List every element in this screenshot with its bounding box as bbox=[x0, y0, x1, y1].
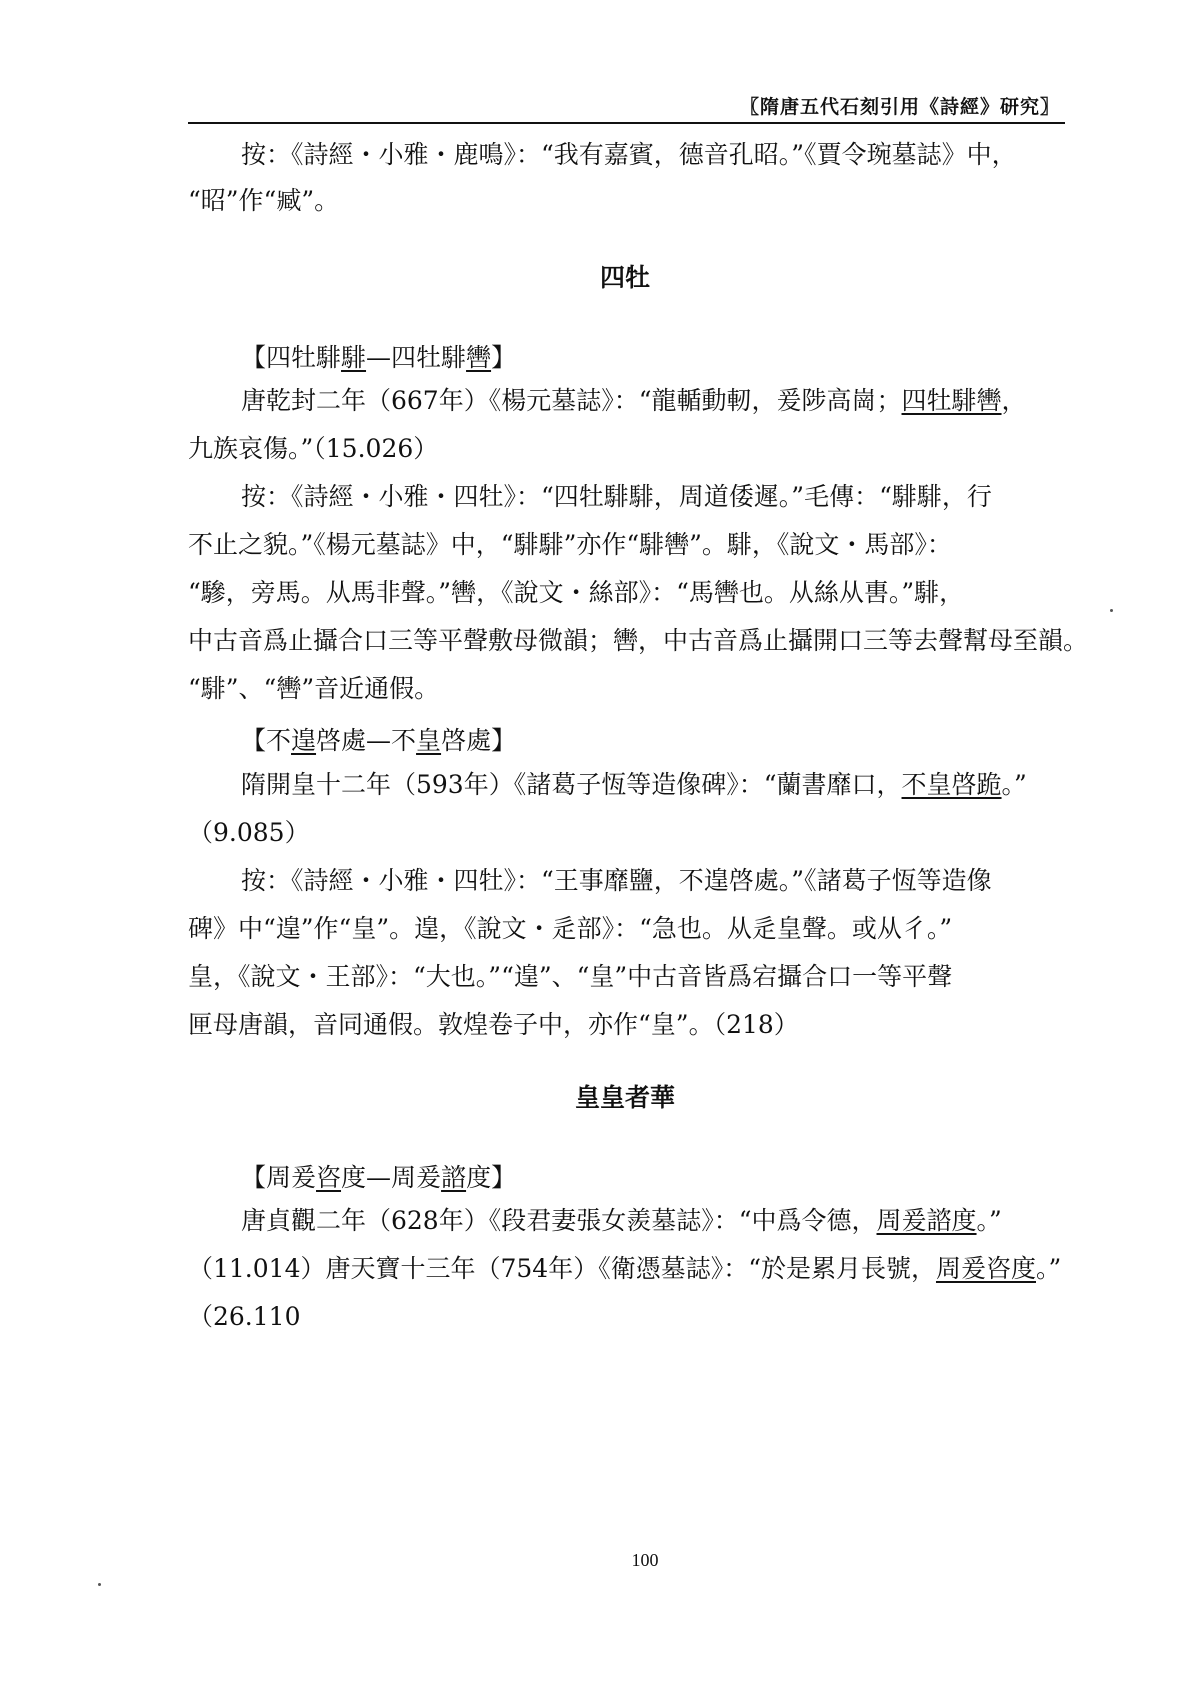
entry-heading-underlined: 咨 bbox=[316, 1163, 342, 1192]
citation-text: ， bbox=[1001, 386, 1027, 415]
citation-line: （26.110 bbox=[188, 1302, 301, 1331]
scan-speck bbox=[1110, 609, 1113, 612]
entry-heading-part: 【四牡騑 bbox=[241, 343, 342, 372]
entry-heading-part: 【不 bbox=[241, 726, 292, 755]
note-line: 按：《詩經・小雅・四牡》：“四牡騑騑，周道倭遲。”毛傳：“騑騑，行 bbox=[241, 482, 992, 511]
note-line: 按：《詩經・小雅・四牡》：“王事靡鹽，不遑啓處。”《諸葛子恆等造像 bbox=[241, 866, 992, 895]
entry-heading bbox=[241, 721, 516, 757]
entry-heading-underlined: 諮 bbox=[441, 1163, 467, 1192]
note-line: “騑”、“轡”音近通假。 bbox=[188, 674, 440, 703]
section-title: 皇皇者華 bbox=[574, 1083, 675, 1112]
citation-underlined: 周爰咨度 bbox=[935, 1254, 1036, 1283]
entry-heading-underlined: 轡 bbox=[466, 343, 492, 372]
entry-heading-part: 度】 bbox=[466, 1163, 517, 1192]
citation-line bbox=[241, 770, 1027, 800]
citation-line: 九族哀傷。”（15.026） bbox=[188, 434, 439, 463]
citation-text: （11.014）唐天寶十三年（754年）《衛憑墓誌》：“於是累月長號， bbox=[188, 1254, 936, 1283]
note-line: 匣母唐韻，音同通假。敦煌卷子中，亦作“皇”。（218） bbox=[188, 1010, 799, 1039]
paragraph-line: 按：《詩經・小雅・鹿鳴》：“我有嘉賓，德音孔昭。”《賈令琬墓誌》中， bbox=[241, 140, 1017, 169]
citation-text: 唐乾封二年（667年）《楊元墓誌》：“龍輴動軔，爰陟高崗； bbox=[241, 386, 902, 415]
citation-line bbox=[241, 386, 1027, 416]
entry-heading-part: 度—周爰 bbox=[341, 1163, 442, 1192]
citation-line bbox=[241, 1206, 1002, 1236]
entry-heading-part: 【周爰 bbox=[241, 1163, 317, 1192]
page-number: 100 bbox=[631, 1550, 659, 1570]
section-title: 四牡 bbox=[599, 263, 650, 292]
entry-heading-underlined: 遑 bbox=[291, 726, 317, 755]
running-header: 〖隋唐五代石刻引用《詩經》研究〗 bbox=[739, 96, 1060, 118]
entry-heading-part: 啓處—不 bbox=[316, 726, 417, 755]
citation-text: 。” bbox=[976, 1206, 1002, 1235]
note-line: 碑》中“遑”作“皇”。遑，《說文・辵部》：“急也。从辵皇聲。或从彳。” bbox=[188, 914, 953, 943]
citation-text: 。” bbox=[1001, 770, 1027, 799]
header-rule bbox=[188, 122, 1065, 124]
citation-text: 隋開皇十二年（593年）《諸葛子恆等造像碑》：“蘭書靡口， bbox=[241, 770, 902, 799]
entry-heading-underlined: 皇 bbox=[416, 726, 442, 755]
scan-speck bbox=[98, 1583, 101, 1586]
note-line: 不止之貌。”《楊元墓誌》中，“騑騑”亦作“騑轡”。騑，《說文・馬部》： bbox=[188, 530, 952, 559]
note-line: “驂，旁馬。从馬非聲。”轡，《說文・絲部》：“馬轡也。从絲从軎。”騑， bbox=[188, 578, 965, 607]
citation-text: 唐貞觀二年（628年）《段君妻張女羨墓誌》：“中爲令德， bbox=[241, 1206, 877, 1235]
note-line: 中古音爲止攝合口三等平聲敷母微韻；轡，中古音爲止攝開口三等去聲幫母至韻。 bbox=[188, 626, 1089, 655]
citation-underlined: 周爰諮度 bbox=[876, 1206, 977, 1235]
note-line: 皇，《說文・王部》：“大也。”“遑”、“皇”中古音皆爲宕攝合口一等平聲 bbox=[188, 962, 953, 991]
citation-text: 。” bbox=[1036, 1254, 1062, 1283]
entry-heading-part: 】 bbox=[491, 343, 517, 372]
paragraph-line: “昭”作“臧”。 bbox=[188, 186, 340, 215]
entry-heading-part: 啓處】 bbox=[441, 726, 517, 755]
entry-heading bbox=[241, 338, 516, 374]
citation-line: （9.085） bbox=[188, 818, 310, 847]
entry-heading-part: —四牡騑 bbox=[366, 343, 467, 372]
entry-heading-underlined: 騑 bbox=[341, 343, 367, 372]
entry-heading bbox=[241, 1158, 516, 1194]
citation-underlined: 不皇啓跪 bbox=[901, 770, 1002, 799]
citation-line bbox=[188, 1254, 1061, 1284]
citation-underlined: 四牡騑轡 bbox=[901, 386, 1002, 415]
